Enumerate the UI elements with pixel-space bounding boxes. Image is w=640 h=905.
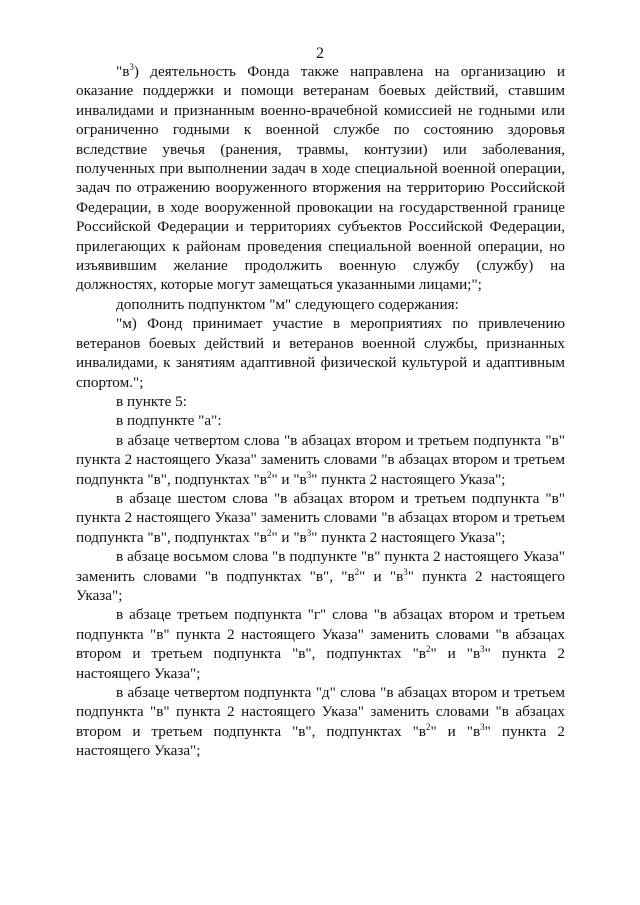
paragraph-add-subclause-m: дополнить подпунктом "м" следующего содержания: xyxy=(116,295,459,313)
paragraph-fourth-abzac: в абзаце четвертом слова "в абзацах втором и третьем подпункта "в" пункта 2 настоящего Указа" заменить словами "в абзацах втором и третьем подпункта "в", подпунктах "$в^2$" и "$в^3$" пункта 2 настоящего Указа"; xyxy=(76,431,565,488)
paragraph-subclause-m: "м) Фонд принимает участие в мероприятиях по привлечению ветеранов боевых действий и ветеранов военной службы, признанных инвалидами, к занятиям адаптивной физической культурой и адаптивным спортом."; xyxy=(76,315,565,391)
paragraph-subclause-g: в абзаце третьем подпункта "г" слова "в абзацах втором и третьем подпункта "в" пункта 2 настоящего Указа" заменить словами "в абзацах втором и третьем подпункта "в", подпунктах "$в^2$" и "$в^3$" пункта 2 настоящего Указа"; xyxy=(76,606,565,682)
page-number: 2 xyxy=(316,45,324,62)
paragraph-in-clause-5: в пункте 5: xyxy=(116,392,187,410)
paragraph-v3-fund-activity: "$в^3$) деятельность Фонда также направлена на организацию и оказание поддержки и помощи ветеранам боевых действий, ставшим инвалидами и признанным военно-врачебной комиссией не годными или ограниченно годными к военной службе по состоянию здоровья вследствие увечья (ранения, травмы, контузии) или заболевания, полученных при выполнении задач в ходе специальной военной операции, задач по отражению вооруженного вторжения на территорию Российской Федерации, в ходе вооруженной провокации на государственной границе Российской Федерации и территориях субъектов Российской Федерации, прилегающих к районам проведения специальной военной операции, но изъявившим желание продолжить военную службу (службу) на должностях, которые могут замещаться указанными лицами;"; xyxy=(76,61,565,294)
paragraph-subclause-d: в абзаце четвертом подпункта "д" слова "в абзацах втором и третьем подпункта "в" пункта 2 настоящего Указа" заменить словами "в абзацах втором и третьем подпункта "в", подпунктах "$в^2$" и "$в^3$" пункта 2 настоящего Указа"; xyxy=(76,684,565,760)
paragraph-eighth-abzac: в абзаце восьмом слова "в подпункте "в" пункта 2 настоящего Указа" заменить словами "в подпунктах "в", "$в^2$" и "$в^3$" пункта 2 настоящего Указа"; xyxy=(76,548,565,604)
paragraph-sixth-abzac: в абзаце шестом слова "в абзацах втором и третьем подпункта "в" пункта 2 настоящего Указа" заменить словами "в абзацах втором и третьем подпункта "в", подпунктах "$в^2$" и "$в^3$" пункта 2 настоящего Указа"; xyxy=(76,489,565,546)
document-body xyxy=(76,62,565,761)
paragraph-in-subclause-a: в подпункте "а": xyxy=(116,412,222,430)
